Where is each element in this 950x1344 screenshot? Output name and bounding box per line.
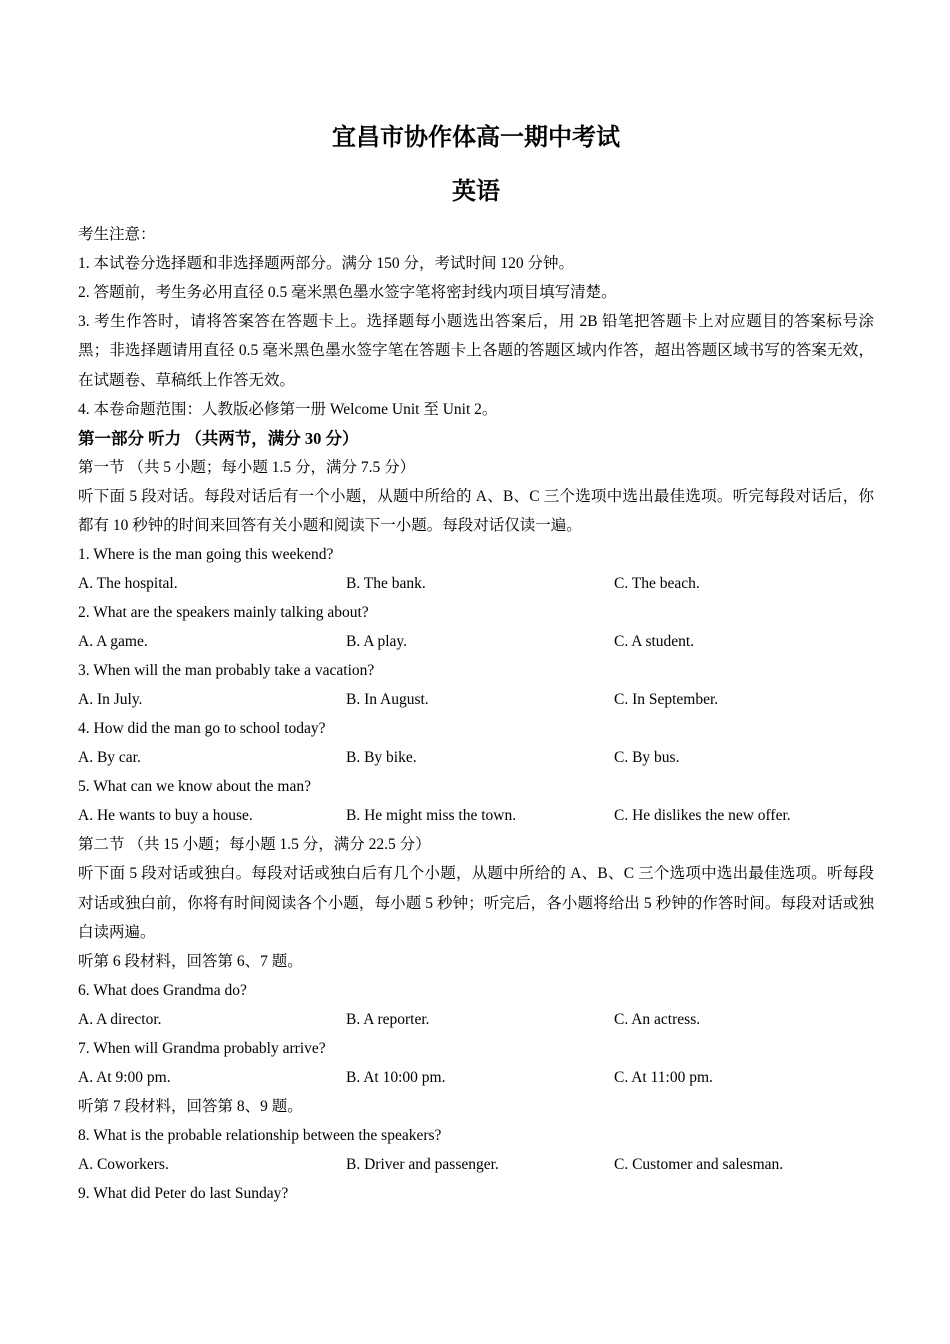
notice-item-4: 4. 本卷命题范围：人教版必修第一册 Welcome Unit 至 Unit 2。 bbox=[78, 400, 498, 418]
question-4: 4. How did the man go to school today? bbox=[78, 720, 326, 738]
question-7: 7. When will Grandma probably arrive? bbox=[78, 1040, 326, 1058]
option-c: C. By bus. bbox=[614, 749, 680, 767]
option-b: B. He might miss the town. bbox=[346, 807, 517, 825]
section1-heading: 第一节 （共 5 小题；每小题 1.5 分，满分 7.5 分） bbox=[78, 458, 416, 476]
option-a: A. He wants to buy a house. bbox=[78, 807, 253, 825]
option-b: B. In August. bbox=[346, 691, 429, 709]
question-9: 9. What did Peter do last Sunday? bbox=[78, 1185, 289, 1203]
exam-title: 宜昌市协作体高一期中考试 bbox=[332, 125, 620, 151]
question-1-options bbox=[78, 569, 874, 598]
question-3: 3. When will the man probably take a vacation? bbox=[78, 662, 375, 680]
notice-item-1: 1. 本试卷分选择题和非选择题两部分。满分 150 分，考试时间 120 分钟。 bbox=[78, 255, 575, 272]
option-c: C. An actress. bbox=[614, 1011, 701, 1029]
question-2: 2. What are the speakers mainly talking about? bbox=[78, 604, 369, 622]
notice-item-2: 2. 答题前，考生务必用直径 0.5 毫米黑色墨水签字笔将密封线内项目填写清楚。 bbox=[78, 284, 617, 301]
option-c: C. He dislikes the new offer. bbox=[614, 807, 791, 825]
question-3-options bbox=[78, 685, 874, 714]
option-c: C. Customer and salesman. bbox=[614, 1156, 784, 1174]
option-b: B. By bike. bbox=[346, 749, 417, 767]
question-4-options bbox=[78, 743, 874, 772]
question-6-options bbox=[78, 1005, 874, 1034]
question-1: 1. Where is the man going this weekend? bbox=[78, 546, 334, 564]
option-a: A. In July. bbox=[78, 691, 143, 709]
question-7-options bbox=[78, 1063, 874, 1092]
option-c: C. In September. bbox=[614, 691, 719, 709]
section1-instructions: 听下面 5 段对话。每段对话后有一个小题，从题中所给的 A、B、C 三个选项中选出最佳选项。听完每段对话后，你都有 10 秒钟的时间来回答有关小题和阅读下一小题。每段对话仅读一遍。 bbox=[78, 487, 874, 535]
option-b: B. At 10:00 pm. bbox=[346, 1069, 446, 1087]
option-c: C. At 11:00 pm. bbox=[614, 1069, 713, 1087]
notice-heading: 考生注意： bbox=[78, 226, 156, 243]
notice-item-3: 3. 考生作答时，请将答案答在答题卡上。选择题每小题选出答案后，用 2B 铅笔把答题卡上对应题目的答案标号涂黑；非选择题请用直径 0.5 毫米黑色墨水签字笔在答题卡上各题的答题区域内作答，超出答题区域书写的答案无效，在试题卷、草稿纸上作答无效。 bbox=[78, 313, 874, 389]
option-a: A. At 9:00 pm. bbox=[78, 1069, 171, 1087]
option-a: A. The hospital. bbox=[78, 575, 178, 593]
question-8: 8. What is the probable relationship between the speakers? bbox=[78, 1127, 442, 1145]
exam-subject: 英语 bbox=[452, 179, 500, 205]
part1-heading: 第一部分 听力 （共两节，满分 30 分） bbox=[78, 428, 359, 448]
option-c: C. The beach. bbox=[614, 575, 700, 593]
question-6: 6. What does Grandma do? bbox=[78, 982, 247, 1000]
option-a: A. By car. bbox=[78, 749, 141, 767]
material-7-note: 听第 7 段材料，回答第 8、9 题。 bbox=[78, 1098, 303, 1116]
option-b: B. Driver and passenger. bbox=[346, 1156, 499, 1174]
question-5: 5. What can we know about the man? bbox=[78, 778, 311, 796]
option-b: B. A reporter. bbox=[346, 1011, 430, 1029]
section2-heading: 第二节 （共 15 小题；每小题 1.5 分，满分 22.5 分） bbox=[78, 836, 431, 854]
option-a: A. A game. bbox=[78, 633, 148, 651]
question-2-options bbox=[78, 627, 874, 656]
section2-instructions: 听下面 5 段对话或独白。每段对话或独白后有几个小题，从题中所给的 A、B、C 三个选项中选出最佳选项。听每段对话或独白前，你将有时间阅读各个小题，每小题 5 秒钟；听完后，各小题将给出 5 秒钟的作答时间。每段对话或独白读两遍。 bbox=[78, 865, 874, 942]
exam-page bbox=[78, 118, 874, 1208]
question-8-options bbox=[78, 1150, 874, 1179]
material-6-note: 听第 6 段材料，回答第 6、7 题。 bbox=[78, 953, 303, 971]
question-5-options bbox=[78, 801, 874, 830]
option-b: B. The bank. bbox=[346, 575, 426, 593]
option-c: C. A student. bbox=[614, 633, 695, 651]
option-b: B. A play. bbox=[346, 633, 408, 651]
option-a: A. A director. bbox=[78, 1011, 162, 1029]
option-a: A. Coworkers. bbox=[78, 1156, 169, 1174]
